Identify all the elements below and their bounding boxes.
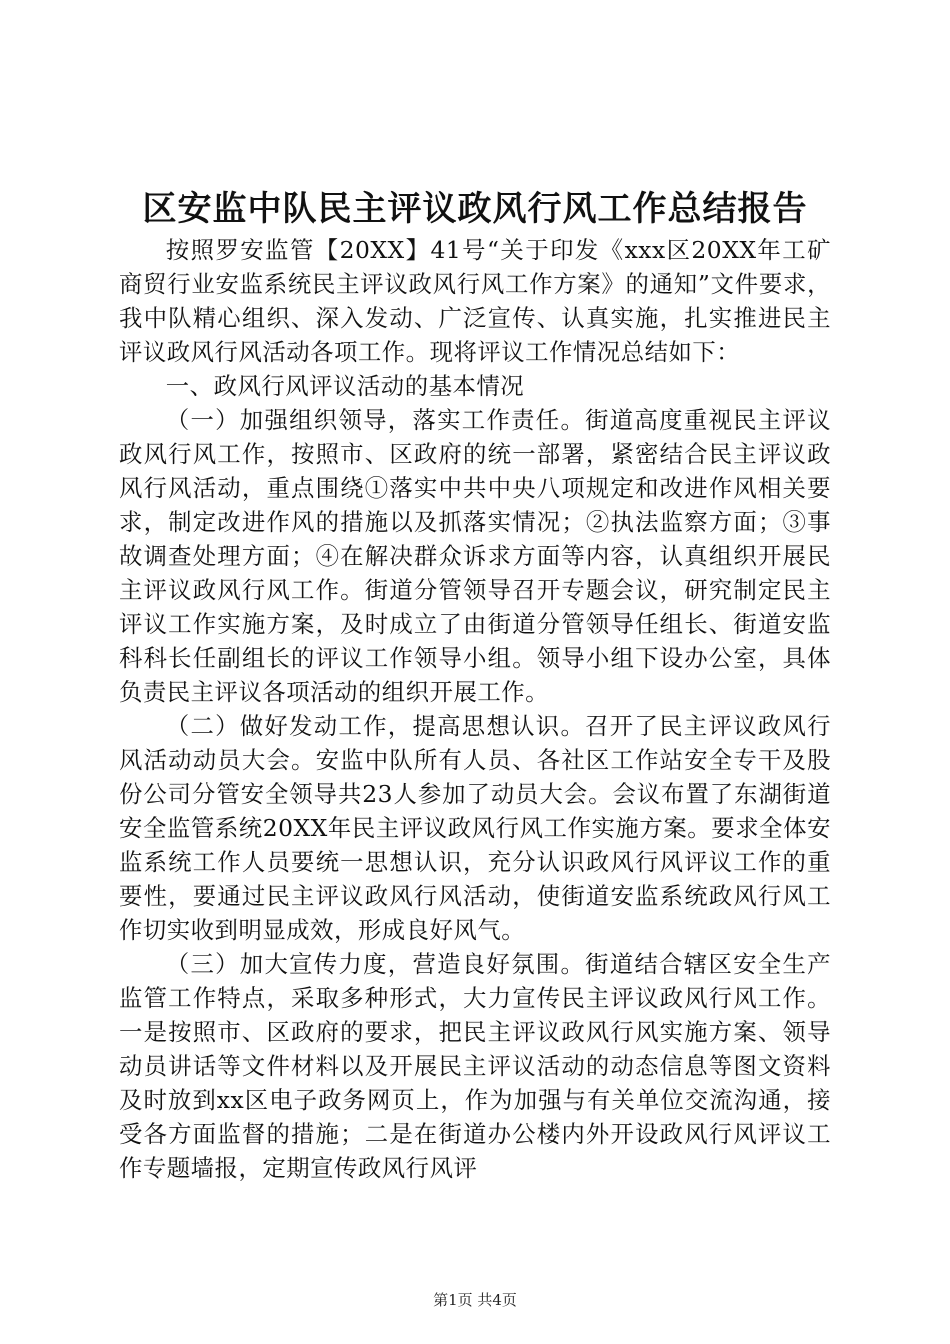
- body-paragraph: （三）加大宣传力度，营造良好氛围。街道结合辖区安全生产监管工作特点，采取多种形式，大力宣传民主评议政风行风工作。一是按照市、区政府的要求，把民主评议政风行风实施方案、领导动员讲话等文件材料以及开展民主评议活动的动态信息等图文资料及时放到xx区电子政务网页上，作为加强与有关单位交流沟通，接受各方面监督的措施；二是在街道办公楼内外开设政风行风评议工作专题墙报，定期宣传政风行风评: [119, 950, 831, 1182]
- document-title: 区安监中队民主评议政风行风工作总结报告: [142, 189, 808, 229]
- body-paragraph: （二）做好发动工作，提高思想认识。召开了民主评议政风行风活动动员大会。安监中队所有人员、各社区工作站安全专干及股份公司分管安全领导共23人参加了动员大会。会议布置了东湖街道安全监管系统20XX年民主评议政风行风工作实施方案。要求全体安监系统工作人员要统一思想认识，充分认识政风行风评议工作的重要性，要通过民主评议政风行风活动，使街道安监系统政风行风工作切实收到明显成效，形成良好风气。: [119, 712, 831, 944]
- section-heading: 一、政风行风评议活动的基本情况: [165, 372, 525, 400]
- page-number-footer: 第1页 共4页: [433, 1291, 517, 1309]
- intro-paragraph: 按照罗安监管【20XX】41号“关于印发《xxx区20XX年工矿商贸行业安监系统民主评议政风行风工作方案》的通知”文件要求，我中队精心组织、深入发动、广泛宣传、认真实施，扎实推进民主评议政风行风活动各项工作。现将评议工作情况总结如下：: [119, 236, 831, 366]
- document-body: [119, 233, 831, 1185]
- body-paragraph: （一）加强组织领导，落实工作责任。街道高度重视民主评议政风行风工作，按照市、区政府的统一部署，紧密结合民主评议政风行风活动，重点围绕①落实中共中央八项规定和改进作风相关要求，制定改进作风的措施以及抓落实情况；②执法监察方面；③事故调查处理方面；④在解决群众诉求方面等内容，认真组织开展民主评议政风行风工作。街道分管领导召开专题会议，研究制定民主评议工作实施方案，及时成立了由街道分管领导任组长、街道安监科科长任副组长的评议工作领导小组。领导小组下设办公室，具体负责民主评议各项活动的组织开展工作。: [119, 406, 831, 706]
